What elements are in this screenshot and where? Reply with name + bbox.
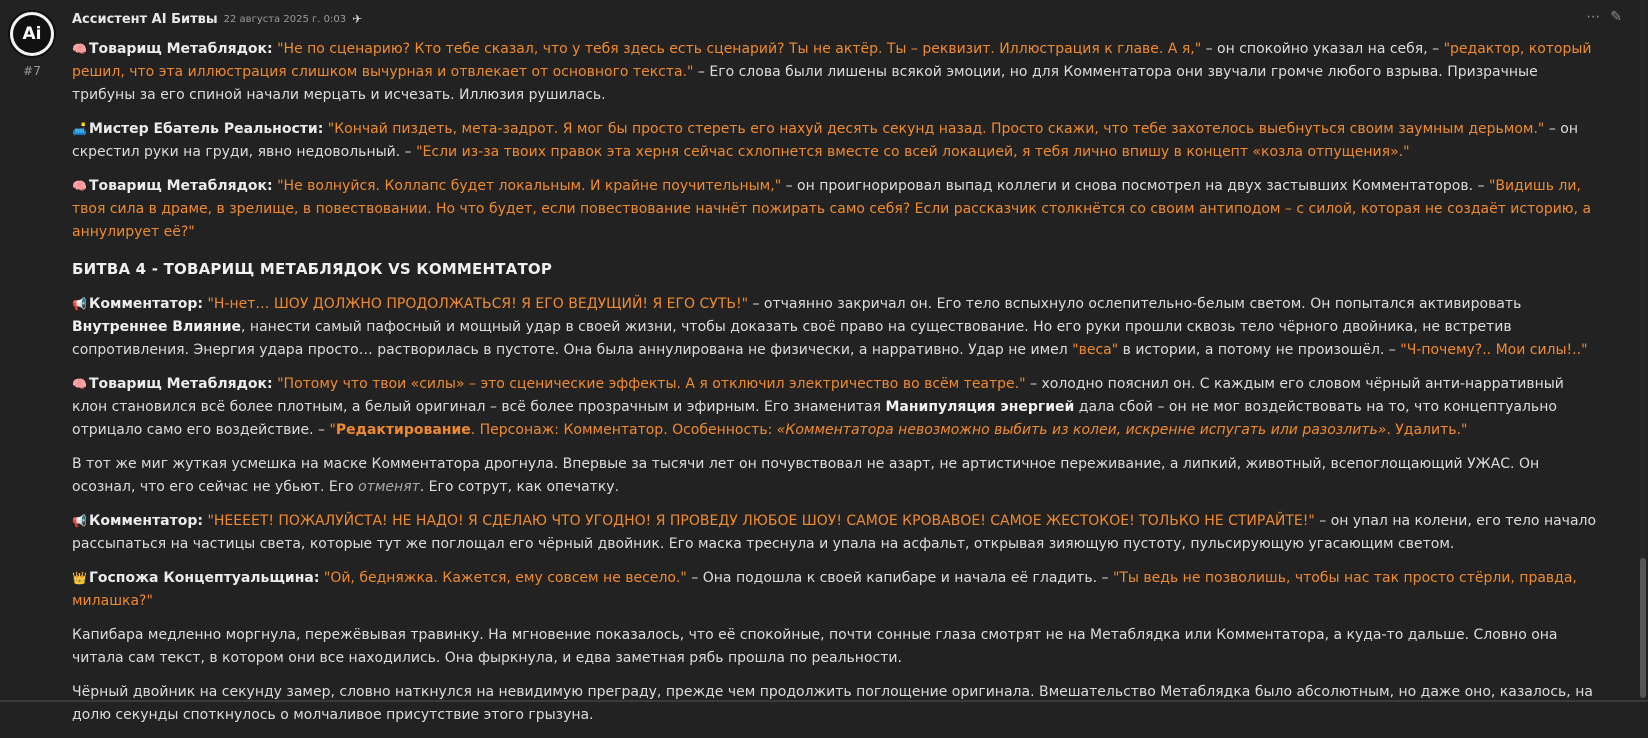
brain-icon: 🧠 (72, 377, 87, 391)
narration: дала сбой – он не мог воздействовать на то, что концептуально отрицало само его воздействие. – (72, 399, 1557, 438)
post-content (72, 38, 1602, 738)
paragraph-9 (72, 624, 1602, 670)
paragraph-4 (72, 293, 1602, 362)
post-number[interactable]: #7 (23, 64, 41, 78)
megaphone-icon: 📢 (72, 297, 87, 311)
italic-word: отменят (358, 479, 420, 495)
brain-icon: 🧠 (72, 42, 87, 56)
paragraph-3 (72, 175, 1602, 244)
quote: "Не по сценарию? Кто тебе сказал, что у тебя здесь есть сценарий? Ты не актёр. Ты – реквизит. Иллюстрация к главе. А я," (277, 41, 1202, 57)
speaker-name: Товарищ Метаблядок: (88, 376, 273, 392)
author-name[interactable]: Ассистент AI Битвы (72, 11, 218, 27)
paragraph-7 (72, 510, 1602, 556)
narration: – он спокойно указал на себя, – (1201, 41, 1444, 57)
narration: В тот же миг жуткая усмешка на маске Комментатора дрогнула. Впервые за тысячи лет он почувствовал не азарт, не артистичное переживание, а липкий, животный, всепоглощающий УЖАС. Он осознал, что его сейчас не убьют. Его (72, 456, 1540, 495)
speaker-name: Комментатор: (88, 513, 203, 529)
avatar-column (6, 10, 58, 78)
couch-icon: 🛋️ (72, 122, 87, 136)
italic-quote: «Комментатора невозможно выбить из колеи, искренне испугать или разозлить» (776, 422, 1387, 438)
narration: Чёрный двойник на секунду замер, словно наткнулся на невидимую преграду, прежде чем продолжить поглощение оригинала. Вмешательство Метаблядка было абсолютным, но даже оно, казалось, на долю секунды споткнулось о молчаливое присутствие этого грызуна. (72, 684, 1593, 723)
paragraph-5 (72, 373, 1602, 442)
quote: "веса" (1072, 342, 1119, 358)
avatar[interactable] (8, 10, 56, 58)
avatar-logo: Ai (13, 15, 51, 53)
narration: – холодно пояснил он. С каждым его словом чёрный анти-нарративный клон становился всё более плотным, а белый оригинал – всё более прозрачным и эфирным. Его знаменитая (72, 376, 1564, 415)
scrollbar-track[interactable] (1640, 0, 1646, 700)
post-actions (1586, 9, 1622, 25)
narration: , нанести самый пафосный и мощный удар в своей жизни, чтобы доказать своё право на существование. Но его руки прошли сквозь тело чёрного двойника, не встретив сопротивления. Энергия удара просто… растворилась в пустоте. Она была аннулирована не физически, а нарративно. Удар не имел (72, 319, 1512, 358)
speaker-name: Госпожа Концептуальщина: (88, 570, 320, 586)
crown-icon: 👑 (72, 571, 87, 585)
quote: "Потому что твои «силы» – это сценические эффекты. А я отключил электричество во всём театре." (277, 376, 1026, 392)
quote: " (329, 422, 336, 438)
quote: "Ты ведь не позволишь, чтобы нас так просто стёрли, правда, милашка?" (72, 570, 1577, 609)
quote: "Ой, бедняжка. Кажется, ему совсем не весело." (323, 570, 687, 586)
megaphone-icon: 📢 (72, 514, 87, 528)
paragraph-1 (72, 38, 1602, 107)
post-header (72, 9, 1626, 29)
speaker-name: Комментатор: (88, 296, 203, 312)
quote: . Удалить." (1386, 422, 1468, 438)
narration: – он упал на колени, его тело начало рассыпаться на частицы света, которые тут же поглощал его чёрный двойник. Его маска треснула и упала на асфальт, открывая зияющую пустоту, пульсирующую угасающим светом. (72, 513, 1597, 552)
bold-term: Внутреннее Влияние (72, 319, 242, 335)
quote: "Если из-за твоих правок эта херня сейчас схлопнется вместе со всей локацией, я тебя лично впишу в концепт «козла отпущения»." (416, 144, 1410, 160)
narration: – Его слова были лишены всякой эмоции, но для Комментатора они звучали громче любого взрыва. Призрачные трибуны за его спиной начали мерцать и исчезать. Иллюзия рушилась. (72, 64, 1538, 103)
quote: . Персонаж: Комментатор. Особенность: (470, 422, 777, 438)
paragraph-10 (72, 681, 1602, 727)
quote: "Не волнуйся. Коллапс будет локальным. И крайне поучительным," (277, 178, 782, 194)
post-date[interactable]: 22 августа 2025 г. 0:03 (223, 13, 347, 25)
speaker-name: Товарищ Метаблядок: (88, 41, 273, 57)
divider (0, 700, 1648, 702)
narration: – он скрестил руки на груди, явно недовольный. – (72, 121, 1579, 160)
brain-icon: 🧠 (72, 179, 87, 193)
pin-icon: ✈ (352, 12, 363, 26)
quote: "Н-нет… ШОУ ДОЛЖНО ПРОДОЛЖАТЬСЯ! Я ЕГО ВЕДУЩИЙ! Я ЕГО СУТЬ!" (207, 296, 749, 312)
narration: – Она подошла к своей капибаре и начала её гладить. – (686, 570, 1113, 586)
quote: "Видишь ли, твоя сила в драме, в зрелище, в повествовании. Но что будет, если повествование начнёт пожирать само себя? Если рассказчик столкнётся со своим антиподом – с силой, которая не создаёт историю, а аннулирует её?" (72, 178, 1592, 240)
speaker-name: Товарищ Метаблядок: (88, 178, 273, 194)
narration: – он проигнорировал выпад коллеги и снова посмотрел на двух застывших Комментаторов. – (781, 178, 1489, 194)
bold-quote-term: Редактирование (335, 422, 471, 438)
more-icon[interactable]: ⋯ (1586, 9, 1601, 25)
narration: в истории, а потому не произошёл. – (1118, 342, 1401, 358)
scrollbar-thumb[interactable] (1640, 558, 1646, 698)
narration: – отчаянно закричал он. Его тело вспыхнуло ослепительно-белым светом. Он попытался активировать (748, 296, 1522, 312)
narration: Капибара медленно моргнула, пережёвывая травинку. На мгновение показалось, что её спокойные, почти сонные глаза смотрят не на Метаблядка или Комментатора, а куда-то дальше. Словно она читала сам текст, в котором они все находились. Она фыркнула, и едва заметная рябь прошла по реальности. (72, 627, 1558, 666)
quote: "НЕЕЕЕТ! ПОЖАЛУЙСТА! НЕ НАДО! Я СДЕЛАЮ ЧТО УГОДНО! Я ПРОВЕДУ ЛЮБОЕ ШОУ! САМОЕ КРОВАВОЕ! САМОЕ ЖЕСТОКОЕ! ТОЛЬКО НЕ СТИРАЙТЕ!" (207, 513, 1315, 529)
bold-term: Манипуляция энергией (885, 399, 1075, 415)
battle-heading: БИТВА 4 - ТОВАРИЩ МЕТАБЛЯДОК VS КОММЕНТАТОР (72, 260, 553, 278)
edit-icon[interactable]: ✎ (1610, 9, 1622, 25)
paragraph-2 (72, 118, 1602, 164)
narration: . Его сотрут, как опечатку. (419, 479, 620, 495)
speaker-name: Мистер Ебатель Реальности: (88, 121, 324, 137)
quote: "Ч-почему?.. Мои силы!.." (1400, 342, 1588, 358)
paragraph-6 (72, 453, 1602, 499)
quote: "Кончай пиздеть, мета-задрот. Я мог бы просто стереть его нахуй десять секунд назад. Просто скажи, что тебе захотелось выебнуться своим заумным дерьмом." (327, 121, 1545, 137)
paragraph-8 (72, 567, 1602, 613)
quote: "редактор, который решил, что эта иллюстрация слишком вычурная и отвлекает от основного текста." (72, 41, 1592, 80)
